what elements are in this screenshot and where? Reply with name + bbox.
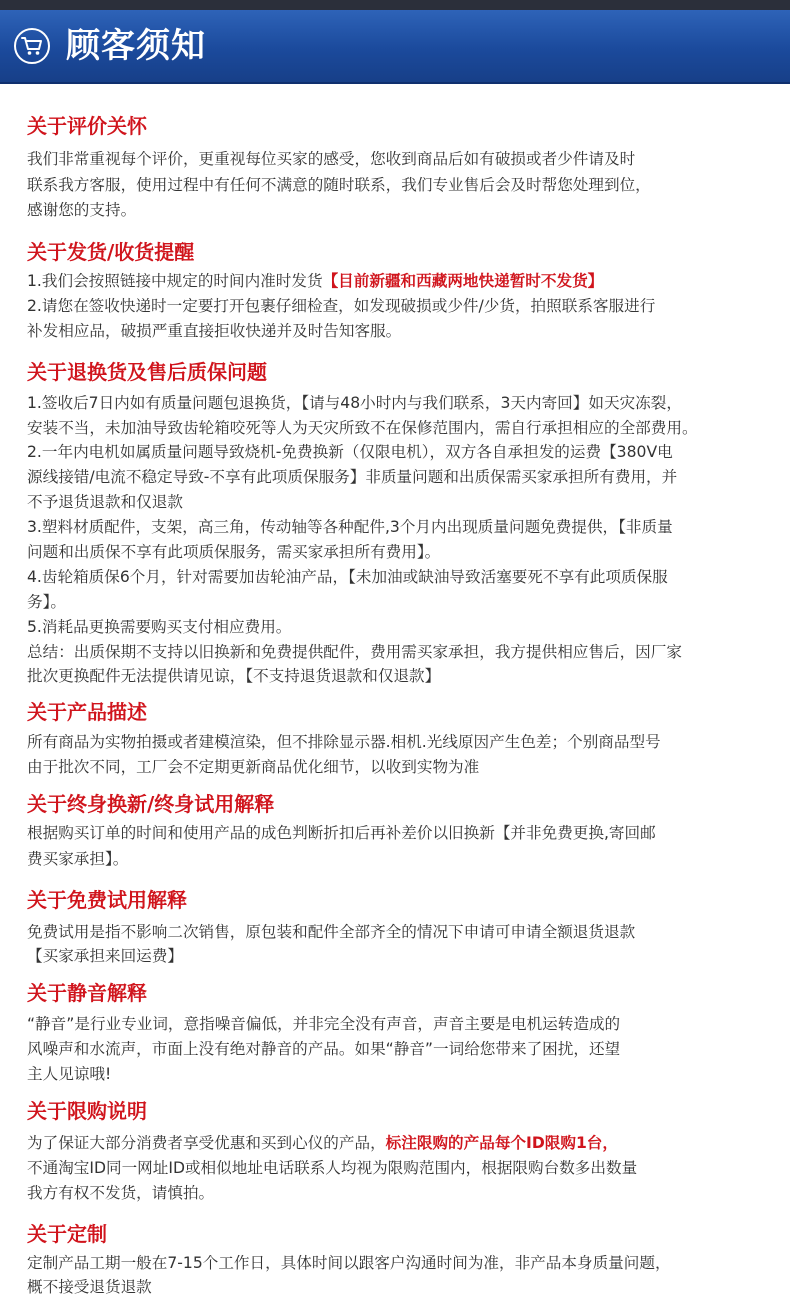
section-title-product-description: 关于产品描述 <box>27 700 147 724</box>
section-text: 费买家承担】。 <box>27 850 129 868</box>
section-text: 3.塑料材质配件，支架，高三角，传动轴等各种配件,3个月内出现质量问题免费提供，【非质量 <box>27 518 673 536</box>
section-title-custom: 关于定制 <box>27 1222 107 1246</box>
section-text: 2.请您在签收快递时一定要打开包裹仔细检查，如发现破损或少件/少货，拍照联系客服进行 <box>27 297 656 315</box>
section-title-review-care: 关于评价关怀 <box>27 114 147 138</box>
section-title-lifetime-replacement: 关于终身换新/终身试用解释 <box>27 792 275 816</box>
page-title: 顾客须知 <box>66 26 206 66</box>
section-text: “静音”是行业专业词，意指噪音偏低，并非完全没有声音，声音主要是电机运转造成的 <box>27 1015 621 1033</box>
section-text: 所有商品为实物拍摄或者建模渲染，但不排除显示器.相机.光线原因产生色差；个别商品型号 <box>27 733 661 751</box>
section-title-free-trial: 关于免费试用解释 <box>27 888 187 912</box>
section-text: 安装不当，未加油导致齿轮箱咬死等人为天灾所致不在保修范围内，需自行承担相应的全部费用。 <box>27 419 698 437</box>
purchase-limit-highlight: 标注限购的产品每个ID限购1台， <box>385 1134 618 1152</box>
section-text: 批次更换配件无法提供请见谅，【不支持退货退款和仅退款】 <box>27 667 441 685</box>
section-text <box>27 270 603 292</box>
section-text: 不通淘宝ID同一网址ID或相似地址电话联系人均视为限购范围内，根据限购台数多出数量 <box>27 1159 638 1177</box>
section-text: 我们非常重视每个评价，更重视每位买家的感受，您收到商品后如有破损或者少件请及时 <box>27 150 636 168</box>
shopping-cart-icon <box>14 28 50 64</box>
top-border <box>0 0 790 10</box>
section-text: 2.一年内电机如属质量问题导致烧机-免费换新（仅限电机），双方各自承担发的运费【380V电 <box>27 443 673 461</box>
section-text: 源线接错/电流不稳定导致-不享有此项质保服务】非质量问题和出质保需买家承担所有费用，并 <box>27 468 678 486</box>
section-text: 感谢您的支持。 <box>27 201 137 219</box>
shipping-warning-highlight: 【目前新疆和西藏两地快递暂时不发货】 <box>322 272 604 290</box>
section-text: 不予退货退款和仅退款 <box>27 493 183 511</box>
section-text-normal: 为了保证大部分消费者享受优惠和买到心仪的产品， <box>27 1134 386 1152</box>
section-title-purchase-limit: 关于限购说明 <box>27 1099 147 1123</box>
section-text: 主人见谅哦! <box>27 1065 112 1083</box>
section-text: 我方有权不发货，请慎拍。 <box>27 1184 215 1202</box>
section-text: 免费试用是指不影响二次销售，原包装和配件全部齐全的情况下申请可申请全额退货退款 <box>27 923 636 941</box>
section-text: 5.消耗品更换需要购买支付相应费用。 <box>27 618 292 636</box>
section-title-silent: 关于静音解释 <box>27 981 147 1005</box>
section-text: 风噪声和水流声，市面上没有绝对静音的产品。如果“静音”一词给您带来了困扰，还望 <box>27 1040 621 1058</box>
section-text: 问题和出质保不享有此项质保服务，需买家承担所有费用】。 <box>27 543 441 561</box>
section-text: 联系我方客服，使用过程中有任何不满意的随时联系，我们专业售后会及时帮您处理到位， <box>27 176 651 194</box>
section-text: 1.签收后7日内如有质量问题包退换货，【请与48小时内与我们联系，3天内寄回】如天灾冻裂， <box>27 394 682 412</box>
section-text: 定制产品工期一般在7-15个工作日，具体时间以跟客户沟通时间为准，非产品本身质量问题， <box>27 1254 671 1272</box>
section-text: 【买家承担来回运费】 <box>27 947 183 965</box>
section-text: 概不接受退货退款 <box>27 1278 152 1296</box>
section-text: 补发相应品，破损严重直接拒收快递并及时告知客服。 <box>27 322 402 340</box>
page-header <box>0 10 790 84</box>
section-text: 务】。 <box>27 593 66 611</box>
section-text: 根据购买订单的时间和使用产品的成色判断折扣后再补差价以旧换新【并非免费更换,寄回邮 <box>27 824 656 842</box>
section-text: 4.齿轮箱质保6个月，针对需要加齿轮油产品，【未加油或缺油导致活塞要死不享有此项质保服 <box>27 568 668 586</box>
section-text-normal: 1.我们会按照链接中规定的时间内准时发货 <box>27 272 323 290</box>
section-title-returns-warranty: 关于退换货及售后质保问题 <box>27 360 267 384</box>
section-text: 由于批次不同，工厂会不定期更新商品优化细节，以收到实物为准 <box>27 758 480 776</box>
section-title-shipping: 关于发货/收货提醒 <box>27 240 195 264</box>
section-text <box>27 1132 618 1154</box>
section-text: 总结：出质保期不支持以旧换新和免费提供配件，费用需买家承担，我方提供相应售后，因厂家 <box>27 643 682 661</box>
